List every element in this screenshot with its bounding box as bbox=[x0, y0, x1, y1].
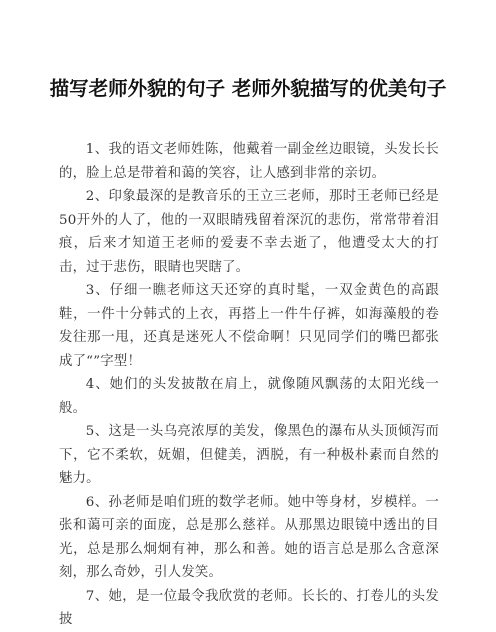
article-body bbox=[59, 138, 439, 632]
paragraph: 3、仔细一瞧老师这天还穿的真时髦，一双金黄色的高跟鞋，一件十分韩式的上衣，再搭上一件牛仔裤，如海藻般的卷发往那一甩，还真是迷死人不偿命啊！只见同学们的嘴巴都张成了“”字型！ bbox=[59, 283, 439, 369]
paragraph: 7、她，是一位最令我欣赏的老师。长长的、打卷儿的头发披 bbox=[59, 588, 439, 627]
paragraph: 5、这是一头乌亮浓厚的美发，像黑色的瀑布从头顶倾泻而下，它不柔软，妩媚，但健美，洒脱，有一种极朴素而自然的魅力。 bbox=[59, 424, 439, 486]
paragraph: 2、印象最深的是教音乐的王立三老师，那时王老师已经是50开外的人了，他的一双眼睛残留着深沉的悲伤，常常带着泪痕，后来才知道王老师的爱妻不幸去逝了，他遭受太大的打击，过于悲伤，眼睛也哭瞎了。 bbox=[59, 189, 439, 275]
paragraph: 6、孙老师是咱们班的数学老师。她中等身材，岁模样。一张和蔼可亲的面庞，总是那么慈祥。从那黑边眼镜中透出的目光，总是那么炯炯有神，那么和善。她的语言总是那么含意深刻，那么奇妙，引人发笑。 bbox=[59, 494, 439, 580]
article-title: 描写老师外貌的句子 老师外貌描写的优美句子 bbox=[49, 77, 447, 100]
paragraph: 1、我的语文老师姓陈，他戴着一副金丝边眼镜，头发长长的，脸上总是带着和蔼的笑容，让人感到非常的亲切。 bbox=[59, 142, 439, 181]
paragraph: 4、她们的头发披散在肩上，就像随风飘荡的太阳光线一般。 bbox=[59, 377, 439, 416]
